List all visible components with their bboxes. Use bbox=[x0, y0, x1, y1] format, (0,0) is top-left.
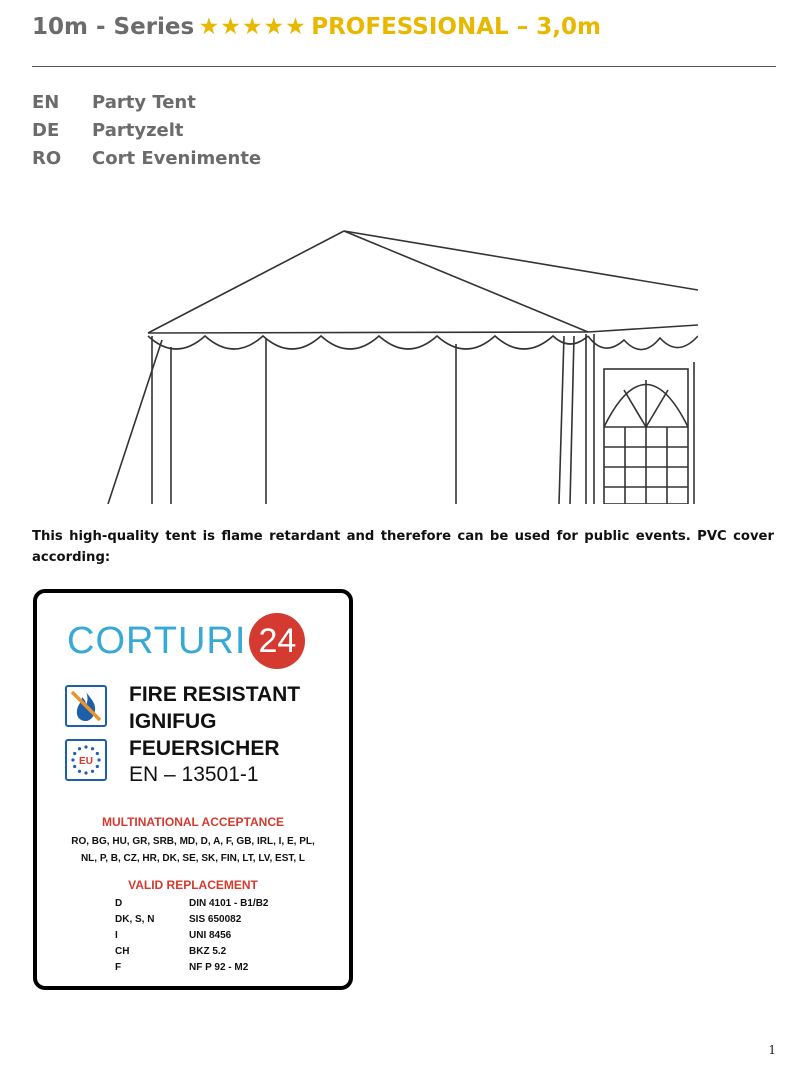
eu-badge-label: EU bbox=[79, 756, 93, 767]
page-number: 1 bbox=[768, 1043, 776, 1057]
language-name: Party Tent bbox=[92, 92, 196, 113]
replacement-country: CH bbox=[115, 946, 130, 957]
replacement-table bbox=[115, 898, 268, 978]
language-code: DE bbox=[32, 120, 60, 141]
logo-number-circle: 24 bbox=[249, 613, 305, 669]
product-subtitle: PROFESSIONAL – 3,0m bbox=[311, 14, 601, 40]
replacement-norm: SIS 650082 bbox=[189, 914, 242, 925]
eu-stars-icon bbox=[65, 739, 107, 781]
replacement-country: DK, S, N bbox=[115, 914, 155, 925]
fire-certificate-card bbox=[33, 589, 353, 990]
replacement-title: VALID REPLACEMENT bbox=[128, 878, 258, 892]
corturi24-logo bbox=[67, 611, 305, 671]
replacement-norm: BKZ 5.2 bbox=[189, 946, 227, 957]
fire-resistance-labels bbox=[129, 681, 300, 762]
language-code: RO bbox=[32, 148, 62, 169]
header-divider bbox=[32, 66, 776, 67]
standard-label: EN – 13501-1 bbox=[129, 763, 259, 786]
description-paragraph: This high-quality tent is flame retardant and therefore can be used for public events. PVC cover according: bbox=[32, 529, 774, 565]
replacement-country: D bbox=[115, 898, 123, 909]
multinational-countries-line2: NL, P, B, CZ, HR, DK, SE, SK, FIN, LT, LV, EST, L bbox=[80, 853, 306, 864]
language-row-de bbox=[32, 120, 261, 148]
language-list bbox=[32, 92, 261, 176]
replacement-row bbox=[115, 930, 268, 946]
replacement-row bbox=[115, 914, 268, 930]
replacement-norm: DIN 4101 - B1/B2 bbox=[189, 898, 269, 909]
fire-label-de: FEUERSICHER bbox=[129, 737, 280, 760]
no-fire-icon bbox=[65, 685, 107, 727]
logo-text: CORTURI bbox=[67, 619, 247, 662]
fire-label-ro: IGNIFUG bbox=[129, 710, 217, 733]
language-code: EN bbox=[32, 92, 60, 113]
series-title: 10m - Series bbox=[32, 14, 195, 40]
language-name: Cort Evenimente bbox=[92, 148, 262, 169]
language-row-ro bbox=[32, 148, 261, 176]
replacement-row bbox=[115, 898, 268, 914]
replacement-row bbox=[115, 946, 268, 962]
page-header bbox=[32, 14, 776, 54]
replacement-norm: UNI 8456 bbox=[189, 930, 232, 941]
replacement-country: I bbox=[115, 930, 118, 941]
replacement-norm: NF P 92 - M2 bbox=[189, 962, 249, 973]
multinational-title: MULTINATIONAL ACCEPTANCE bbox=[102, 815, 284, 829]
language-row-en bbox=[32, 92, 261, 120]
language-name: Partyzelt bbox=[92, 120, 184, 141]
replacement-country: F bbox=[115, 962, 122, 973]
rating-stars: ★★★★★ bbox=[198, 14, 307, 40]
tent-illustration bbox=[104, 212, 698, 504]
fire-label-en: FIRE RESISTANT bbox=[129, 683, 301, 706]
replacement-row bbox=[115, 962, 268, 978]
multinational-countries-line1: RO, BG, HU, GR, SRB, MD, D, A, F, GB, IRL, I, E, PL, bbox=[71, 836, 315, 847]
